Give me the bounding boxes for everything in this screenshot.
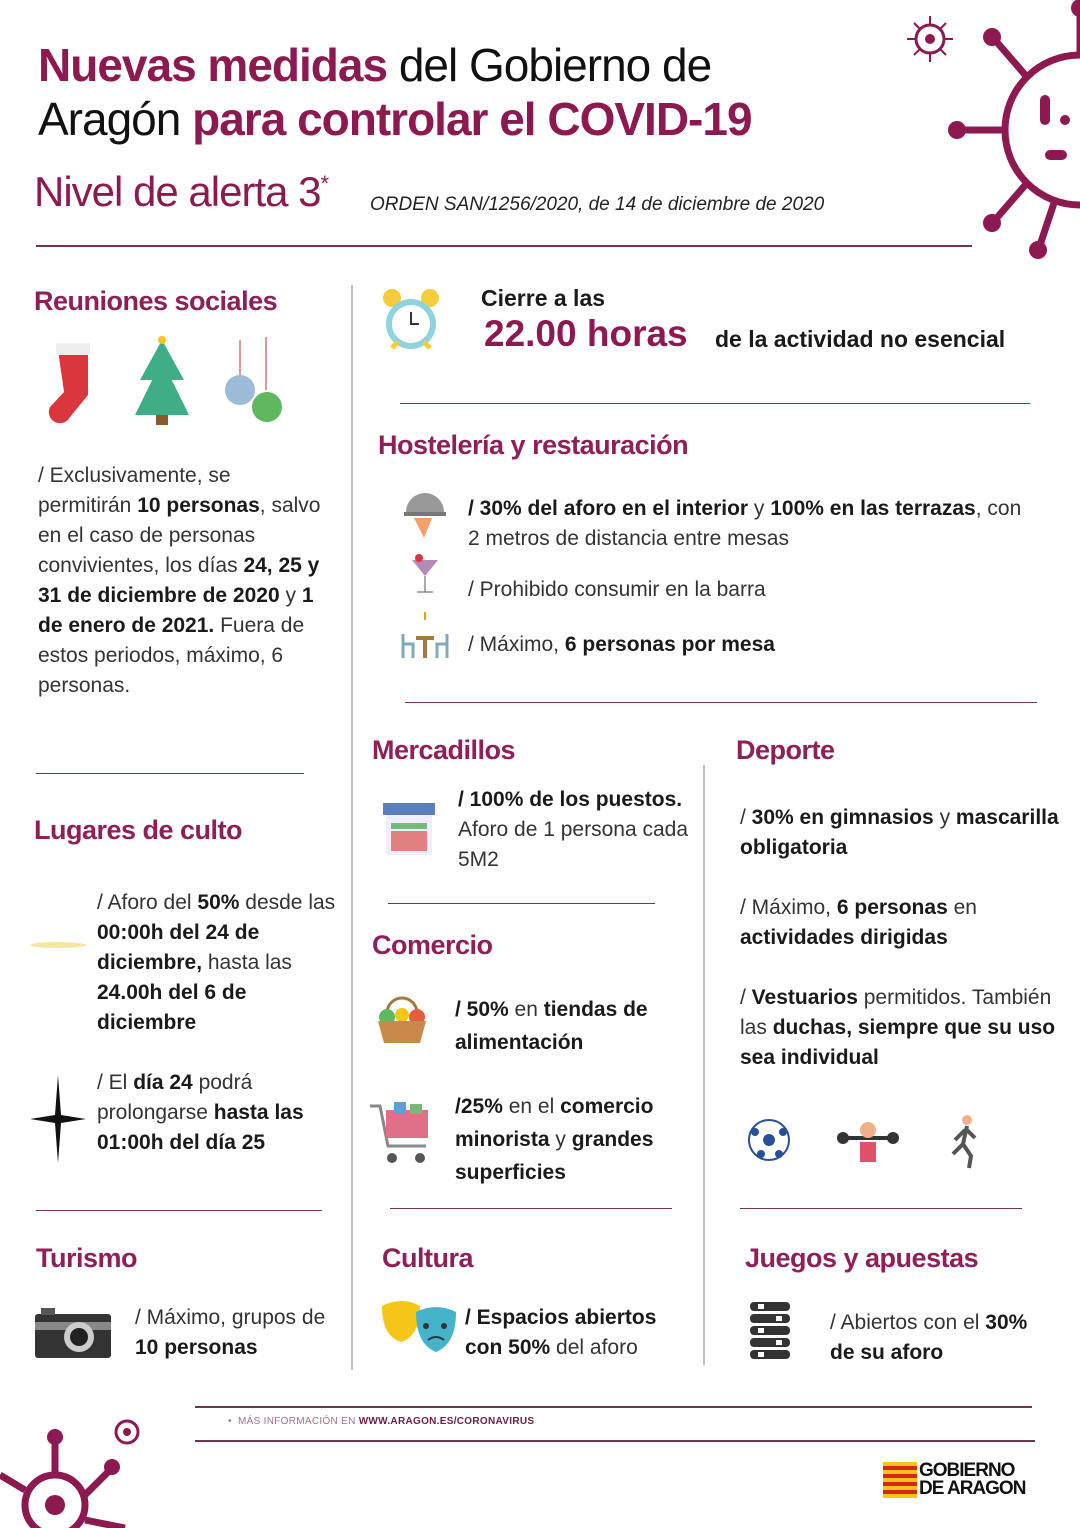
juegos-text: [830, 1308, 1030, 1368]
shopping-cart-icon: [368, 1100, 434, 1166]
text-bold: / 100% de los puestos.: [458, 788, 683, 811]
text-bold: duchas, siempre que su uso sea individual: [740, 1016, 1056, 1069]
page-title: [38, 38, 938, 146]
aragon-flag-icon: [883, 1462, 917, 1498]
text-segment: en el: [502, 1095, 561, 1118]
heading-juegos: Juegos y apuestas: [745, 1243, 979, 1273]
deporte-item-3: [740, 983, 1060, 1073]
column-divider-left: [351, 285, 353, 1370]
text-segment: /: [740, 986, 752, 1009]
text-segment: / Máximo, grupos de: [135, 1306, 326, 1329]
title-bold-2: para controlar el COVID-19: [192, 93, 752, 145]
table-chairs-icon: [400, 612, 450, 660]
text-segment: Aforo de 1 persona cada 5M2: [458, 818, 688, 871]
divider: [36, 773, 304, 774]
title-bold-1: Nuevas medidas: [38, 39, 388, 91]
text-bold: actividades dirigidas: [740, 926, 948, 949]
title-light-1: del Gobierno de: [387, 39, 712, 91]
divider: [400, 403, 1030, 404]
deporte-item-1: [740, 803, 1060, 863]
text-bold: 30% en gimnasios: [751, 806, 934, 829]
christmas-icons: [40, 335, 290, 430]
text-segment: hasta las: [202, 951, 292, 974]
text-segment: del aforo: [550, 1336, 638, 1359]
text-segment: , salvo en el caso de personas convivientes, los días: [38, 494, 321, 577]
reuniones-text: [38, 461, 328, 701]
text-segment: y: [549, 1128, 572, 1151]
text-segment: / Abiertos con el: [830, 1311, 986, 1334]
culto-item-1: [97, 888, 342, 1038]
text-segment: en: [947, 896, 977, 919]
heading-comercio: Comercio: [372, 930, 493, 960]
camera-icon: [35, 1308, 111, 1358]
text-segment: podrá prolongarse: [97, 1071, 253, 1124]
text-segment: / Exclusivamente, se permitirán: [38, 464, 231, 517]
hosteleria-item-2: / Prohibido consumir en la barra: [468, 578, 766, 601]
footer-divider-top: [195, 1406, 1032, 1408]
heading-reuniones: Reuniones sociales: [34, 286, 278, 316]
column-divider-right: [703, 765, 705, 1365]
text-bold: / Espacios abiertos con 50%: [465, 1306, 657, 1359]
text-bold: 00:00h del 24 de diciembre,: [97, 921, 260, 974]
cierre-hour: 22.00 horas: [484, 313, 688, 354]
heading-mercadillos: Mercadillos: [372, 735, 516, 765]
heading-hosteleria: Hostelería y restauración: [378, 430, 689, 460]
text-bold: /25%: [455, 1095, 503, 1118]
text-segment: , con 2 metros de distancia entre mesas: [468, 497, 1022, 550]
alert-level-text: Nivel de alerta 3: [34, 168, 321, 215]
culto-item-2: [97, 1068, 337, 1158]
text-segment: y: [933, 806, 956, 829]
text-bold: 100% en las terrazas: [770, 497, 976, 520]
market-stall-icon: [383, 803, 435, 855]
cocktail-icon: [410, 550, 440, 595]
heading-cultura: Cultura: [382, 1243, 473, 1273]
text-segment: en: [508, 998, 544, 1021]
text-segment: permitidos. También las: [740, 986, 1052, 1039]
christmas-tree-icon: [135, 336, 189, 425]
divider: [740, 1208, 1022, 1209]
text-segment: / Máximo,: [468, 633, 565, 656]
cierre-label: Cierre a las: [481, 285, 606, 311]
text-bold: / 50%: [455, 998, 509, 1021]
text-segment: desde las: [239, 891, 336, 914]
gobierno-aragon-logo: [883, 1462, 1025, 1498]
divider: [388, 903, 655, 904]
alarm-clock-icon: [380, 284, 442, 360]
heading-turismo: Turismo: [36, 1243, 138, 1273]
alert-level: [34, 168, 328, 216]
stocking-icon: [49, 343, 90, 423]
header-divider: [36, 245, 972, 247]
mercadillos-text: [458, 785, 688, 875]
text-bold: 30% de su aforo: [830, 1311, 1028, 1364]
cultura-text: [465, 1303, 695, 1363]
hosteleria-item-1: [468, 494, 1038, 554]
text-bold: 24.00h del 6 de diciembre: [97, 981, 247, 1034]
heading-deporte: Deporte: [736, 735, 835, 765]
text-bold: día 24: [133, 1071, 193, 1094]
alert-asterisk: *: [320, 171, 329, 196]
comercio-item-1: [455, 993, 695, 1059]
comercio-item-2: [455, 1090, 695, 1189]
casino-chips-icon: [748, 1300, 792, 1360]
star-icon: [30, 1075, 86, 1163]
text-bold: hasta las 01:00h del día 25: [97, 1101, 304, 1154]
ornaments-icon: [225, 337, 282, 422]
text-bold: 1 de enero de 2021.: [38, 584, 314, 637]
title-light-2: Aragón: [38, 93, 193, 145]
text-segment: y: [748, 497, 771, 520]
text-segment: /: [740, 806, 752, 829]
logo-line-2: DE ARAGON: [919, 1478, 1026, 1499]
hosteleria-item-3: [468, 630, 775, 660]
text-bold: 10 personas: [137, 494, 260, 517]
text-bold: mascarilla obligatoria: [740, 806, 1059, 859]
footer-info: • MÁS INFORMACIÓN EN WWW.ARAGON.ES/CORONAVIRUS: [228, 1416, 535, 1427]
turismo-text: [135, 1303, 335, 1363]
divider: [36, 1210, 322, 1211]
text-segment: / Aforo del: [97, 891, 198, 914]
text-bold: 24, 25 y 31 de diciembre de 2020: [38, 554, 320, 607]
text-bold: tiendas de alimentación: [455, 998, 648, 1054]
divider: [390, 1208, 672, 1209]
text-bold: 6 personas por mesa: [564, 633, 775, 656]
grocery-basket-icon: [375, 993, 430, 1045]
sparkle-icon: [28, 930, 88, 960]
text-segment: / El: [97, 1071, 134, 1094]
soccer-ball-icon: [749, 1120, 789, 1160]
deporte-item-2: [740, 893, 1060, 953]
text-segment: / Máximo,: [740, 896, 837, 919]
text-bold: / 30% del aforo en el interior: [468, 497, 749, 520]
text-bold: comercio minorista: [455, 1095, 654, 1151]
cloche-icon: [404, 490, 446, 540]
text-bold: 50%: [197, 891, 240, 914]
virus-decoration-bottom-icon: [0, 1410, 150, 1528]
theater-masks-icon: [380, 1300, 458, 1355]
text-segment: y: [279, 584, 302, 607]
text-bold: grandes superficies: [455, 1128, 654, 1184]
sport-icons: [745, 1112, 985, 1170]
text-bold: Vestuarios: [751, 986, 858, 1009]
cierre-rest: de la actividad no esencial: [715, 326, 1006, 352]
logo-line-1: GOBIERNO: [919, 1460, 1015, 1481]
order-reference: ORDEN SAN/1256/2020, de 14 de diciembre de 2020: [370, 194, 825, 215]
footer-prefix: MÁS INFORMACIÓN EN: [237, 1416, 359, 1427]
text-bold: 6 personas: [836, 896, 948, 919]
runner-icon: [953, 1115, 975, 1168]
weightlifter-icon: [837, 1122, 899, 1162]
footer-divider-bottom: [195, 1440, 1035, 1442]
footer-url-link[interactable]: WWW.ARAGON.ES/CORONAVIRUS: [358, 1416, 535, 1427]
divider: [405, 702, 1037, 703]
text-segment: Fuera de estos periodos, máximo, 6 personas.: [38, 614, 305, 697]
text-bold: 10 personas: [135, 1336, 258, 1359]
heading-culto: Lugares de culto: [34, 815, 243, 845]
